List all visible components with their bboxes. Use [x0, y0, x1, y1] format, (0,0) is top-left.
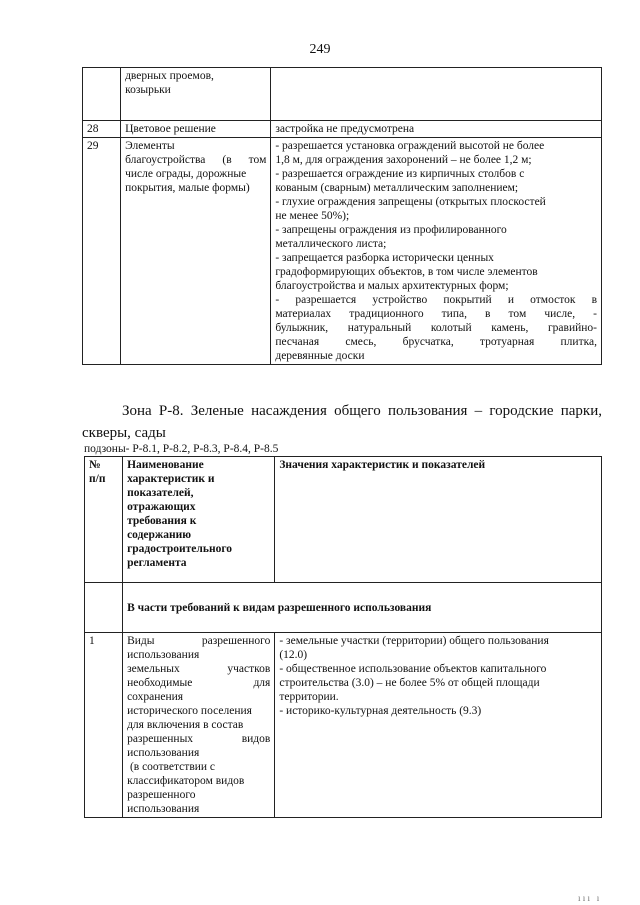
header-value: Значения характеристик и показателей: [275, 457, 602, 583]
cell-num: [85, 583, 123, 633]
cell-value: [271, 68, 602, 121]
section-title: В части требований к видам разрешенного использования: [123, 583, 602, 633]
header-num: № п/п: [85, 457, 123, 583]
scan-marks: ı ı ı ı: [578, 893, 600, 903]
page-number: 249: [309, 42, 331, 57]
table-row: [83, 138, 602, 365]
cell-name: Виды разрешенного использования земельных участков необходимые для сохранения исторического поселения для включения в состав разрешенных видов использования (в соответствии с классификатором видов разрешенного использования: [123, 633, 275, 818]
header-name: Наименование характеристик и показателей, отражающих требования к содержанию градостроительного регламента: [123, 457, 275, 583]
table-zone-previous: [82, 67, 602, 365]
table-zone-r8: [84, 456, 602, 818]
cell-num: 28: [83, 121, 121, 138]
cell-num: 1: [85, 633, 123, 818]
cell-value: - земельные участки (территории) общего пользования (12.0) - общественное использование объектов капитального строительства (3.0) – не более 5% от общей площади территории. - историко-культурная деятельность (9.3): [275, 633, 602, 818]
table-header-row: [85, 457, 602, 583]
cell-name: Элементы благоустройства (в том числе ограды, дорожные покрытия, малые формы): [121, 138, 271, 365]
table-row: [83, 121, 602, 138]
table-row: [85, 583, 602, 633]
cell-name: дверных проемов, козырьки: [121, 68, 271, 121]
cell-name: Цветовое решение: [121, 121, 271, 138]
cell-num: 29: [83, 138, 121, 365]
table-row: [85, 633, 602, 818]
cell-value: - разрешается установка ограждений высотой не более 1,8 м, для ограждения захоронений – не более 1,2 м; - разрешается ограждение из кирпичных столбов с кованым (сварным) металлическим заполнением; - глухие ограждения запрещены (открытых плоскостей не менее 50%); - запрещены ограждения из профилированного металлического листа; - запрещается разборка исторически ценных градоформирующих объектов, в том числе элементов благоустройства и малых архитектурных форм; - разрешается устройство покрытий и отмосток в материалах традиционного типа, в том числе, - булыжник, натуральный колотый камень, гравийно- песчаная смесь, брусчатка, тротуарная плитка, деревянные доски: [271, 138, 602, 365]
cell-num: [83, 68, 121, 121]
subzones-label: подзоны- Р-8.1, Р-8.2, Р-8.3, Р-8.4, Р-8.5: [84, 443, 279, 455]
zone-heading: Зона Р-8. Зеленые насаждения общего пользования – городские парки, скверы, сады: [82, 403, 602, 441]
cell-value: застройка не предусмотрена: [271, 121, 602, 138]
table-row: [83, 68, 602, 121]
